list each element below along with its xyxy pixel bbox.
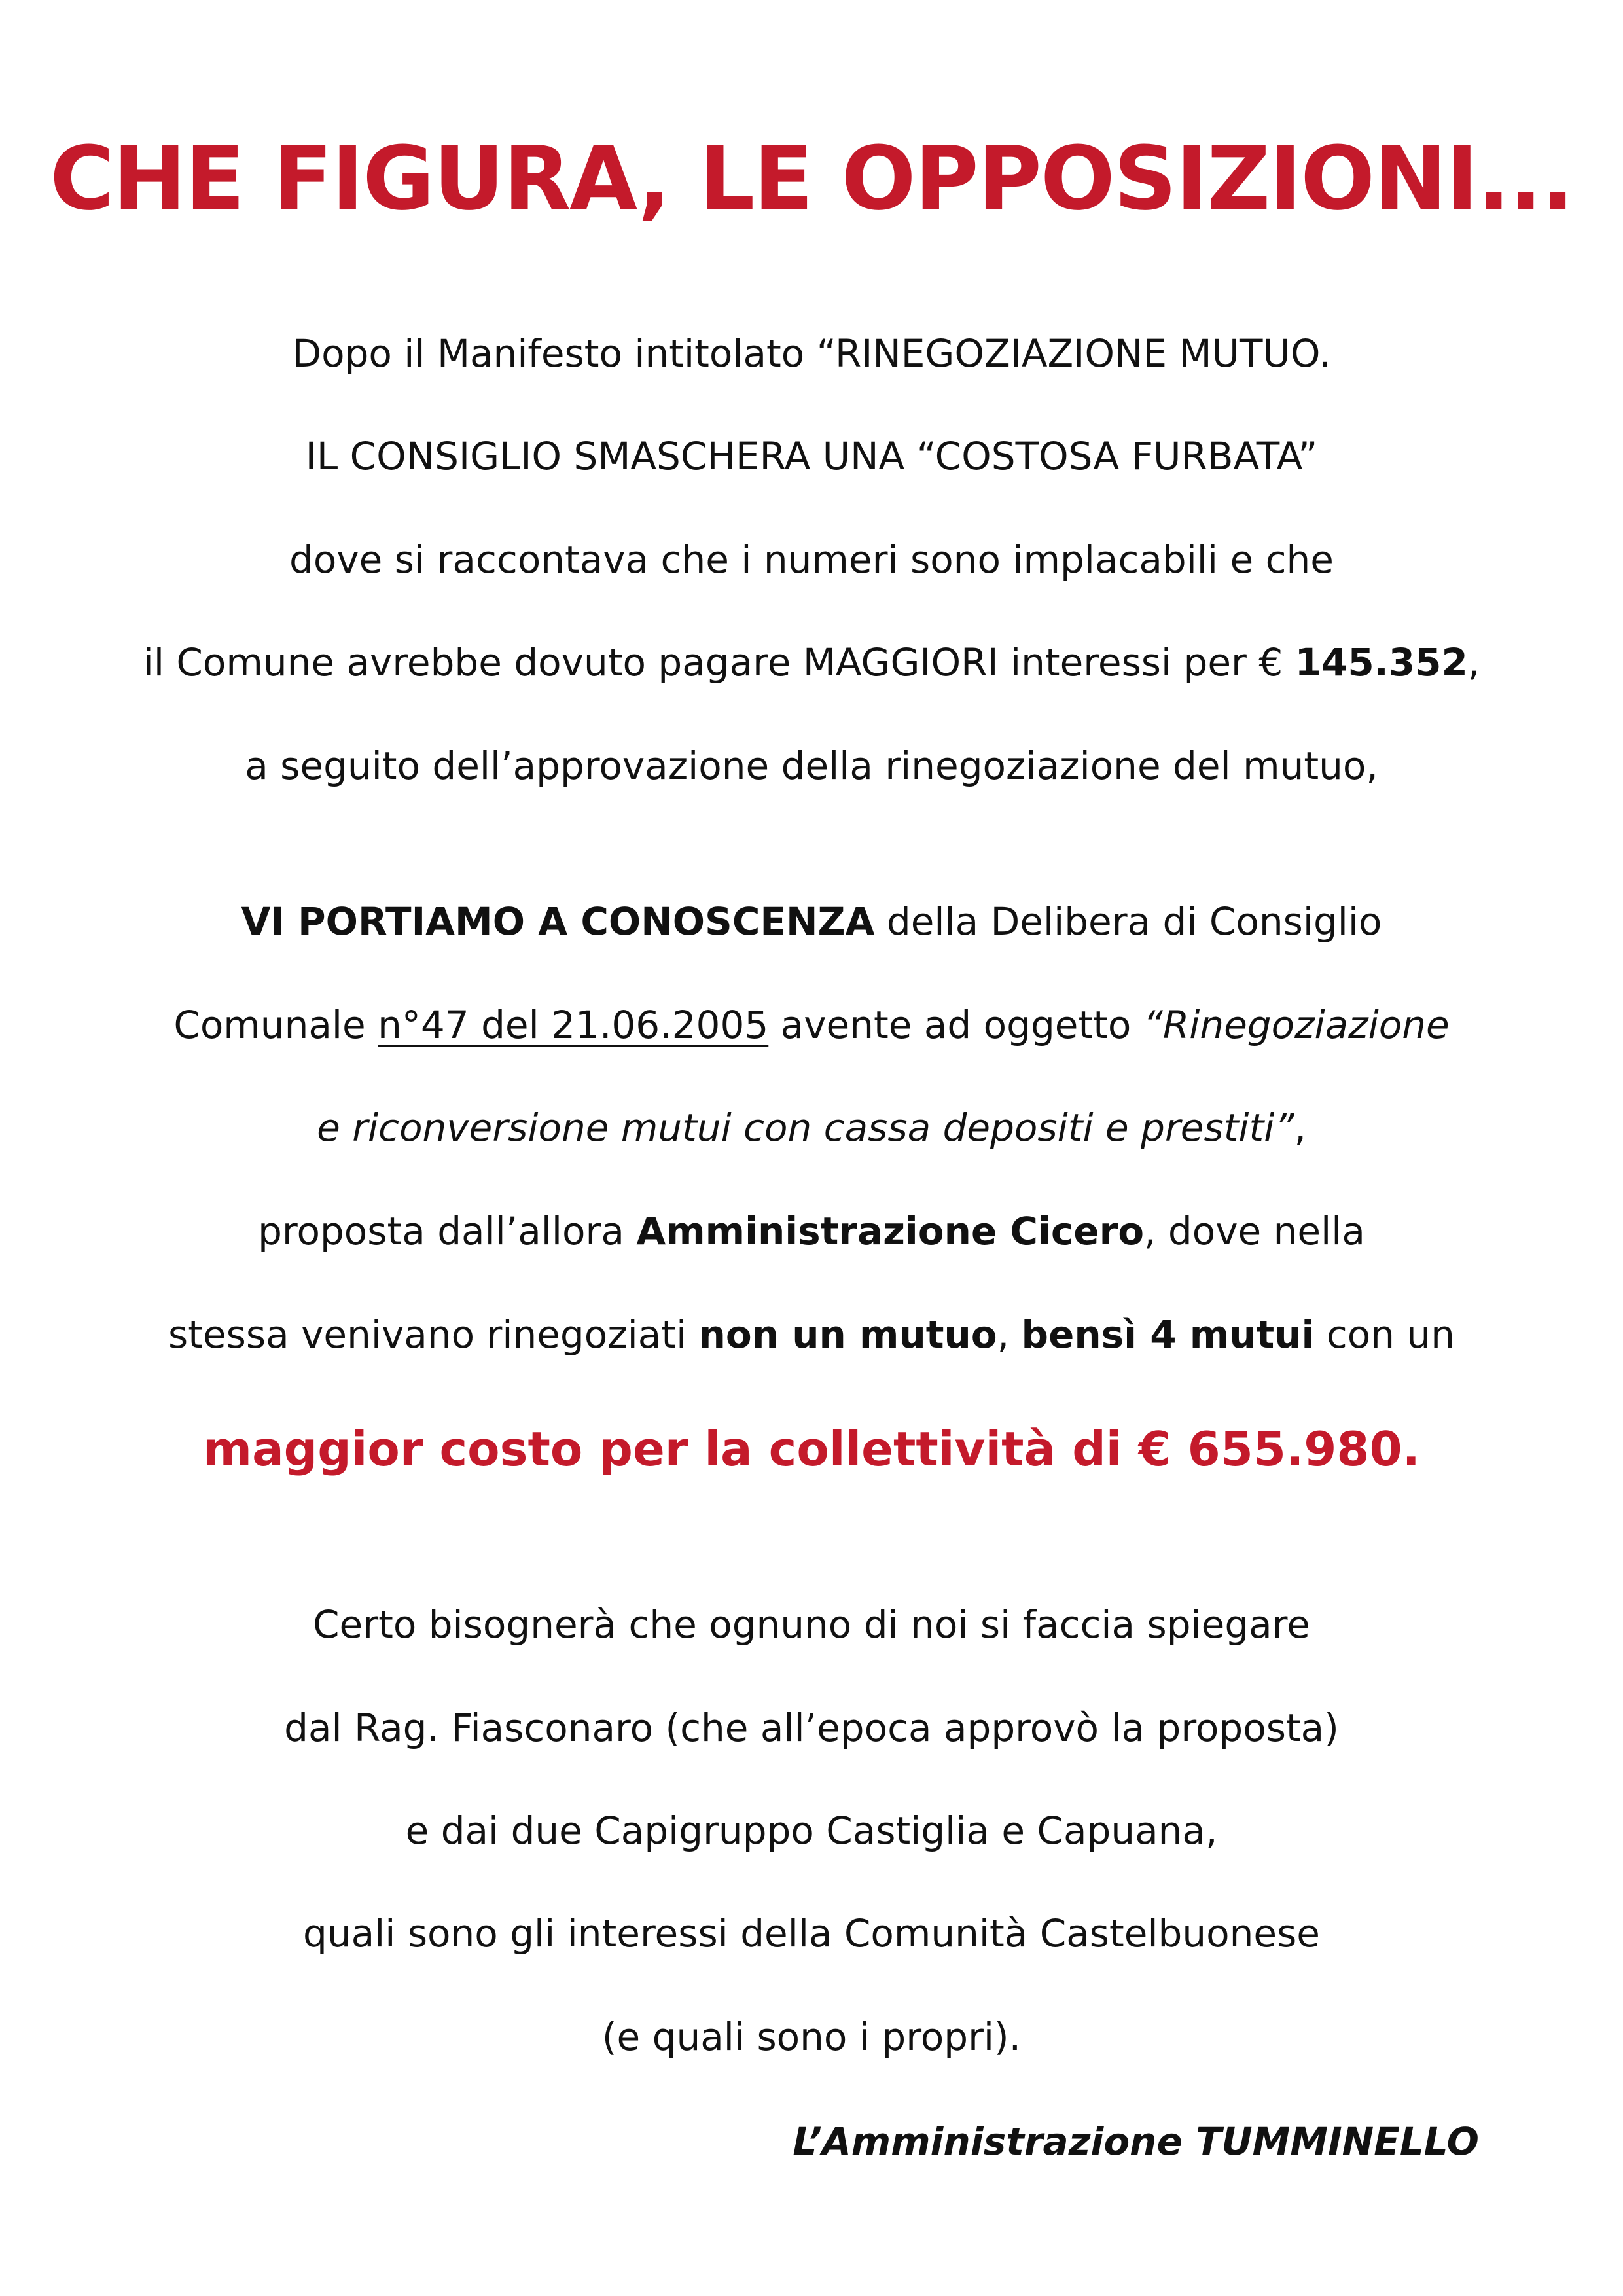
- paragraph2-line4-text: proposta dall’allora: [258, 1209, 637, 1253]
- paragraph2-line1-text: della Delibera di Consiglio: [874, 899, 1382, 944]
- announcement-lead: VI PORTIAMO A CONOSCENZA: [241, 899, 875, 944]
- paragraph3-line5: (e quali sono i propri).: [601, 2015, 1022, 2059]
- paragraph1-line1: Dopo il Manifesto intitolato “RINEGOZIAZIONE MUTUO.: [292, 331, 1331, 376]
- paragraph2-line5-sep: ,: [997, 1312, 1022, 1357]
- paragraph3-line2: dal Rag. Fiasconaro (che all’epoca approvò la proposta): [284, 1706, 1339, 1750]
- paragraph1-line3: dove si raccontava che i numeri sono implacabili e che: [289, 537, 1334, 582]
- signature: L’Amministrazione TUMMINELLO: [793, 2119, 1479, 2164]
- paragraph2-line4: [39, 1198, 1584, 1264]
- paragraph2-line2-mid: avente ad oggetto: [768, 1003, 1143, 1047]
- paragraph2-line1: [39, 889, 1584, 954]
- paragraph3-line4: quali sono gli interessi della Comunità Castelbuonese: [303, 1911, 1320, 1956]
- not-one-loan: non un mutuo: [698, 1312, 997, 1357]
- cost-highlight: maggior costo per la collettività di € 655.980.: [203, 1422, 1420, 1477]
- paragraph1-line5: a seguito dell’approvazione della rinegoziazione del mutuo,: [245, 744, 1378, 788]
- page-title: CHE FIGURA, LE OPPOSIZIONI...: [50, 128, 1573, 230]
- paragraph2-line3-comma: ,: [1294, 1105, 1306, 1150]
- four-loans: bensì 4 mutui: [1021, 1312, 1315, 1357]
- interest-amount: 145.352: [1294, 640, 1468, 685]
- resolution-reference: n°47 del 21.06.2005: [378, 1003, 769, 1047]
- paragraph1-line4: [39, 630, 1584, 695]
- paragraph1-line4-text: il Comune avrebbe dovuto pagare MAGGIORI interessi per €: [143, 640, 1295, 685]
- paragraph2-line4-post: , dove nella: [1144, 1209, 1365, 1253]
- paragraph3-line3: e dai due Capigruppo Castiglia e Capuana,: [405, 1808, 1218, 1853]
- paragraph2-line5-text: stessa venivano rinegoziati: [168, 1312, 699, 1357]
- resolution-subject-end: e riconversione mutui con cassa depositi e prestiti”: [317, 1105, 1294, 1150]
- paragraph2-line5: [39, 1302, 1584, 1367]
- previous-administration: Amministrazione Cicero: [636, 1209, 1145, 1253]
- paragraph2-line2: [39, 992, 1584, 1058]
- paragraph3-line1: Certo bisognerà che ognuno di noi si faccia spiegare: [313, 1602, 1310, 1647]
- paragraph2-line2-text: Comunale: [173, 1003, 378, 1047]
- paragraph2-line3: [39, 1095, 1584, 1160]
- paragraph1-line4-comma: ,: [1467, 640, 1480, 685]
- paragraph1-line2: IL CONSIGLIO SMASCHERA UNA “COSTOSA FURBATA”: [305, 434, 1318, 478]
- resolution-subject-start: “Rinegoziazione: [1143, 1003, 1450, 1047]
- paragraph2-line5-post: con un: [1314, 1312, 1455, 1357]
